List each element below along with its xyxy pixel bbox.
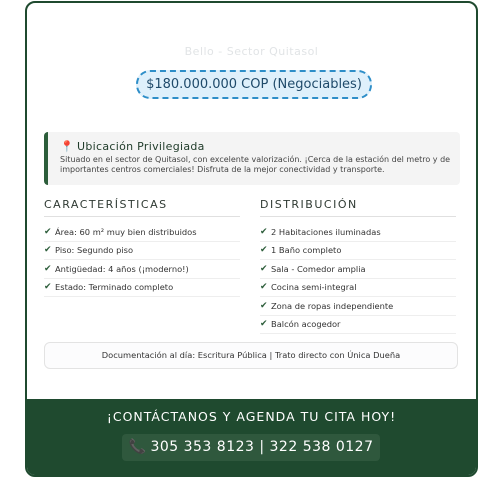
check-icon: ✔ — [260, 226, 268, 237]
location-title: Ubicación Privilegiada — [77, 140, 205, 153]
check-icon: ✔ — [44, 245, 52, 256]
phone-icon: 📞 — [128, 439, 147, 455]
list-item: ✔ Antigüedad: 4 años (¡moderno!) — [44, 260, 240, 279]
phone-numbers[interactable] — [122, 434, 380, 461]
list-item: ✔ Cocina semi-integral — [260, 279, 456, 298]
list-item: ✔ Estado: Terminado completo — [44, 279, 240, 298]
location-box — [44, 132, 460, 185]
check-icon: ✔ — [260, 300, 268, 311]
location-description: Situado en el sector de Quitasol, con excelente valorización. ¡Cerca de la estación del metro y de importantes centros comerciales! Disfruta de la mejor conectividad y transporte. — [60, 155, 451, 174]
list-item: ✔ Balcón acogedor — [260, 316, 456, 335]
features-list — [44, 223, 240, 297]
distribution-heading: DISTRIBUCIÓN — [260, 198, 456, 217]
list-item: ✔ 1 Baño completo — [260, 242, 456, 261]
listing-card — [25, 1, 478, 477]
features-heading: CARACTERÍSTICAS — [44, 198, 240, 217]
map-pin-icon: 📍 — [60, 140, 74, 153]
list-item: ✔ Zona de ropas independiente — [260, 297, 456, 316]
check-icon: ✔ — [260, 282, 268, 293]
check-icon: ✔ — [260, 245, 268, 256]
check-icon: ✔ — [260, 319, 268, 330]
list-item: ✔ 2 Habitaciones iluminadas — [260, 223, 456, 242]
phone-numbers-text: 305 353 8123 | 322 538 0127 — [150, 439, 374, 455]
list-item: ✔ Área: 60 m² muy bien distribuidos — [44, 223, 240, 242]
check-icon: ✔ — [44, 226, 52, 237]
location-subtitle: Bello - Sector Quitasol — [184, 45, 319, 58]
check-icon: ✔ — [260, 263, 268, 274]
list-item: ✔ Sala - Comedor amplia — [260, 260, 456, 279]
documentation-note: Documentación al día: Escritura Pública | Trato directo con Única Dueña — [44, 342, 458, 369]
distribution-list — [260, 223, 456, 334]
list-item: ✔ Piso: Segundo piso — [44, 242, 240, 261]
check-icon: ✔ — [44, 282, 52, 293]
check-icon: ✔ — [44, 263, 52, 274]
cta-text: ¡CONTÁCTANOS Y AGENDA TU CITA HOY! — [106, 409, 397, 424]
contact-footer — [27, 399, 476, 477]
price-badge: $180.000.000 COP (Negociables) — [136, 70, 372, 99]
location-heading — [60, 140, 205, 153]
